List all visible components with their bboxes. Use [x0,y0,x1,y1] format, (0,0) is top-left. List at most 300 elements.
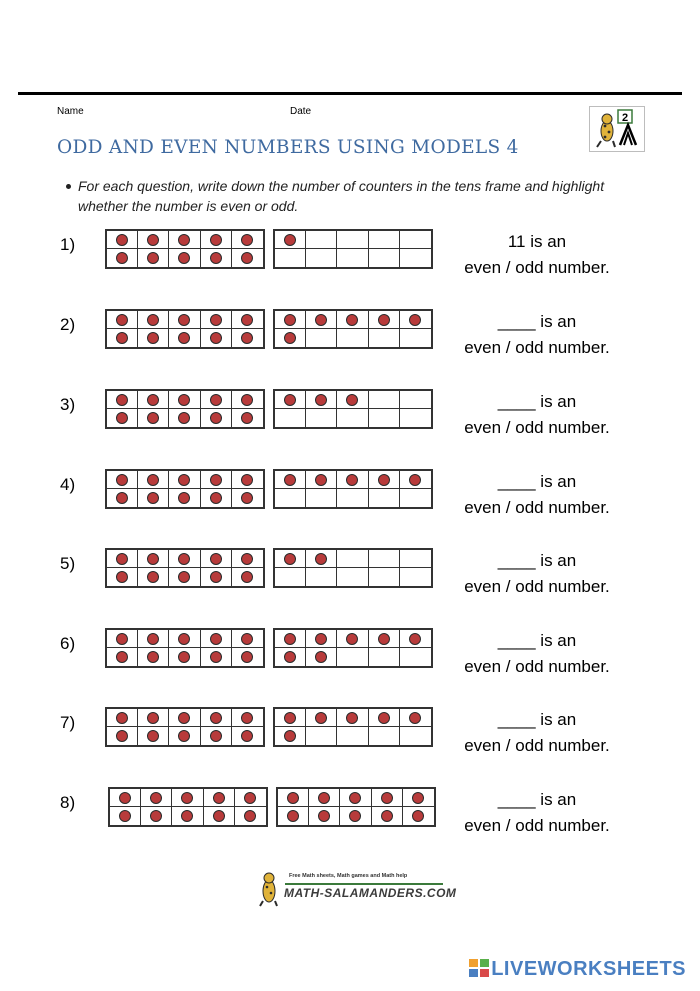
counter-dot [318,810,330,822]
tens-frame [105,628,265,668]
counter-dot [241,712,253,724]
counter-dot [116,730,128,742]
counter-dot [381,792,393,804]
counter-dot [119,792,131,804]
answer-line-1: ____ is an [497,312,577,331]
counter-dot [178,730,190,742]
frame-cell [275,489,306,507]
counter-dot [147,571,159,583]
frame-cell [309,807,340,825]
counter-dot [315,651,327,663]
counter-dot [147,314,159,326]
frame-cell [201,391,232,409]
question-number: 5) [60,554,76,573]
frame-cell [369,727,400,745]
answer-text[interactable] [442,628,632,680]
frame-cell [235,807,266,825]
frame-cell [400,648,431,666]
question-row [0,309,700,379]
counter-dot [284,234,296,246]
question-row [0,548,700,618]
frame-cell [372,789,403,807]
frame-cell [337,727,368,745]
counter-dot [284,314,296,326]
question-number: 3) [60,395,76,414]
frame-cell [201,727,232,745]
frame-cell [400,727,431,745]
frame-cell [306,471,337,489]
counter-dot [210,633,222,645]
frame-cell [306,648,337,666]
counter-dot [178,633,190,645]
counter-dot [178,394,190,406]
question-row [0,707,700,777]
answer-text[interactable] [442,469,632,521]
frame-cell [232,568,263,586]
counter-dot [318,792,330,804]
counter-dot [315,314,327,326]
counter-dot [378,314,390,326]
counter-dot [116,252,128,264]
frame-cell [107,630,138,648]
counter-dot [150,810,162,822]
frame-cell [138,489,169,507]
frame-cell [201,329,232,347]
counter-dot [116,332,128,344]
frame-cell [306,489,337,507]
answer-line-2: even / odd number. [464,736,610,755]
question-number: 8) [60,793,76,812]
tens-frame [273,309,433,349]
frame-cell [169,630,200,648]
frame-cell [172,789,203,807]
answer-text[interactable] [442,389,632,441]
frame-cell [232,391,263,409]
counter-dot [241,412,253,424]
counter-dot [210,571,222,583]
salamander-mascot-icon [590,107,644,151]
frame-cell [306,550,337,568]
counter-dot [181,810,193,822]
counter-dot [210,394,222,406]
question-row [0,389,700,459]
frame-cell [278,807,309,825]
answer-line-2: even / odd number. [464,338,610,357]
counter-dot [116,651,128,663]
counter-dot [147,252,159,264]
frame-cell [340,789,371,807]
page-title: ODD AND EVEN NUMBERS USING MODELS 4 [57,137,519,158]
frame-cell [141,807,172,825]
frame-cell [138,329,169,347]
frame-cell [232,409,263,427]
frame-cell [400,489,431,507]
answer-text[interactable] [442,548,632,600]
counter-dot [178,332,190,344]
frame-cell [369,409,400,427]
counter-dot [284,332,296,344]
tens-frame [273,548,433,588]
frame-cell [107,391,138,409]
counter-dot [346,474,358,486]
answer-line-1: 11 is an [507,232,567,251]
frame-cell [201,489,232,507]
counter-dot [315,474,327,486]
frame-cell [232,249,263,267]
question-row [0,229,700,299]
frame-cell [107,311,138,329]
counter-dot [284,553,296,565]
frame-cell [275,329,306,347]
counter-dot [287,792,299,804]
counter-dot [178,234,190,246]
liveworksheets-watermark [469,958,686,981]
frame-cell [337,489,368,507]
frame-cell [232,630,263,648]
frame-cell [138,630,169,648]
frame-cell [400,329,431,347]
counter-dot [178,553,190,565]
frame-cell [141,789,172,807]
counter-dot [210,712,222,724]
counter-dot [116,412,128,424]
frame-cell [138,648,169,666]
counter-dot [210,332,222,344]
counter-dot [210,252,222,264]
question-number: 6) [60,634,76,653]
question-row [0,787,700,857]
frame-cell [110,789,141,807]
frame-cell [306,231,337,249]
frame-cell [107,409,138,427]
counter-dot [210,474,222,486]
tens-frame [273,469,433,509]
counter-dot [178,712,190,724]
counter-dot [210,492,222,504]
counter-dot [150,792,162,804]
counter-dot [378,633,390,645]
counter-dot [210,234,222,246]
frame-cell [235,789,266,807]
counter-dot [284,633,296,645]
counter-dot [409,633,421,645]
frame-cell [201,568,232,586]
counter-dot [241,492,253,504]
frame-cell [275,249,306,267]
counter-dot [378,474,390,486]
frame-cell [232,329,263,347]
counter-dot [287,810,299,822]
answer-line-2: even / odd number. [464,258,610,277]
tens-frame [273,628,433,668]
question-number: 1) [60,235,76,254]
footer-tagline: Free Math sheets, Math games and Math help [289,873,408,879]
frame-cell [138,709,169,727]
counter-dot [147,412,159,424]
frame-cell [172,807,203,825]
answer-line-1: ____ is an [497,710,577,729]
frame-cell [107,329,138,347]
question-row [0,628,700,698]
frame-cell [337,648,368,666]
frame-cell [400,630,431,648]
frame-cell [337,709,368,727]
frame-cell [337,391,368,409]
counter-dot [116,633,128,645]
frame-cell [369,630,400,648]
frame-cell [169,249,200,267]
frame-cell [306,311,337,329]
counter-dot [210,314,222,326]
counter-dot [241,332,253,344]
answer-line-2: even / odd number. [464,657,610,676]
salamander-logo [589,106,645,152]
question-number: 4) [60,475,76,494]
answer-line-2: even / odd number. [464,577,610,596]
frame-cell [275,709,306,727]
counter-dot [210,553,222,565]
counter-dot [178,252,190,264]
frame-cell [110,807,141,825]
answer-text[interactable] [442,707,632,759]
counter-dot [346,712,358,724]
frame-cell [138,550,169,568]
frame-cell [278,789,309,807]
counter-dot [181,792,193,804]
counter-dot [381,810,393,822]
instructions [78,176,648,216]
counter-dot [178,314,190,326]
watermark-text: LIVEWORKSHEETS [491,958,686,980]
counter-dot [409,314,421,326]
counter-dot [315,712,327,724]
frame-cell [232,709,263,727]
logo-digit: 2 [621,112,629,124]
frame-cell [306,329,337,347]
counter-dot [241,730,253,742]
frame-cell [275,311,306,329]
counter-dot [241,234,253,246]
counter-dot [116,553,128,565]
counter-dot [284,712,296,724]
frame-cell [275,471,306,489]
frame-cell [369,391,400,409]
frame-cell [169,568,200,586]
tens-frame [276,787,436,827]
frame-cell [232,727,263,745]
counter-dot [284,394,296,406]
counter-dot [241,633,253,645]
answer-line-2: even / odd number. [464,418,610,437]
counter-dot [178,492,190,504]
frame-cell [201,630,232,648]
frame-cell [400,391,431,409]
frame-cell [169,231,200,249]
frame-cell [107,231,138,249]
counter-dot [412,810,424,822]
frame-cell [275,391,306,409]
frame-cell [369,550,400,568]
counter-dot [147,712,159,724]
counter-dot [244,810,256,822]
answer-text[interactable] [442,309,632,361]
frame-cell [400,471,431,489]
counter-dot [346,314,358,326]
counter-dot [284,474,296,486]
frame-cell [107,489,138,507]
question-number: 2) [60,315,76,334]
frame-cell [107,249,138,267]
frame-cell [275,630,306,648]
counter-dot [213,792,225,804]
frame-cell [275,727,306,745]
counter-dot [119,810,131,822]
counter-dot [284,651,296,663]
frame-cell [337,550,368,568]
frame-cell [138,727,169,745]
question-row [0,469,700,539]
counter-dot [210,730,222,742]
answer-line-2: even / odd number. [464,498,610,517]
frame-cell [201,231,232,249]
frame-cell [169,648,200,666]
frame-cell [232,231,263,249]
counter-dot [116,394,128,406]
frame-cell [306,727,337,745]
counter-dot [241,252,253,264]
frame-cell [169,489,200,507]
frame-cell [204,807,235,825]
top-rule [18,92,682,95]
answer-line-1: ____ is an [497,392,577,411]
frame-cell [138,249,169,267]
frame-cell [400,709,431,727]
tens-frame [105,469,265,509]
counter-dot [116,234,128,246]
bullet-icon [66,184,71,189]
tens-frame [108,787,268,827]
counter-dot [346,394,358,406]
frame-cell [306,709,337,727]
frame-cell [138,471,169,489]
frame-cell [403,807,434,825]
frame-cell [201,409,232,427]
counter-dot [349,792,361,804]
answer-line-2: even / odd number. [464,816,610,835]
frame-cell [169,391,200,409]
counter-dot [315,394,327,406]
frame-cell [169,471,200,489]
frame-cell [275,568,306,586]
counter-dot [241,571,253,583]
liveworksheets-logo-icon [469,959,489,977]
answer-line-1: ____ is an [497,790,577,809]
answer-text[interactable] [442,229,632,281]
frame-cell [232,648,263,666]
counter-dot [147,633,159,645]
counter-dot [409,712,421,724]
frame-cell [169,727,200,745]
counter-dot [116,571,128,583]
frame-cell [107,727,138,745]
tens-frame [273,389,433,429]
counter-dot [346,633,358,645]
tens-frame [105,309,265,349]
frame-cell [201,249,232,267]
question-number: 7) [60,713,76,732]
frame-cell [275,231,306,249]
frame-cell [107,648,138,666]
counter-dot [147,730,159,742]
counter-dot [178,474,190,486]
frame-cell [169,329,200,347]
counter-dot [210,412,222,424]
frame-cell [138,231,169,249]
frame-cell [337,630,368,648]
frame-cell [232,489,263,507]
answer-line-1: ____ is an [497,472,577,491]
frame-cell [232,311,263,329]
frame-cell [337,568,368,586]
frame-cell [400,231,431,249]
frame-cell [275,648,306,666]
frame-cell [400,311,431,329]
tens-frame [105,707,265,747]
frame-cell [400,409,431,427]
counter-dot [178,412,190,424]
frame-cell [337,231,368,249]
counter-dot [241,394,253,406]
answer-line-1: ____ is an [497,551,577,570]
date-label: Date [290,106,312,117]
counter-dot [147,651,159,663]
frame-cell [138,311,169,329]
frame-cell [337,329,368,347]
frame-cell [369,648,400,666]
counter-dot [116,314,128,326]
frame-cell [138,568,169,586]
name-label: Name [57,106,84,117]
frame-cell [337,471,368,489]
frame-cell [201,471,232,489]
counter-dot [241,314,253,326]
frame-cell [400,249,431,267]
frame-cell [369,709,400,727]
footer-site-name: MATH-SALAMANDERS.COM [284,886,457,900]
counter-dot [284,730,296,742]
frame-cell [369,311,400,329]
tens-frame [105,389,265,429]
frame-cell [107,709,138,727]
frame-cell [201,550,232,568]
frame-cell [400,550,431,568]
counter-dot [412,792,424,804]
counter-dot [116,474,128,486]
frame-cell [138,409,169,427]
frame-cell [107,568,138,586]
frame-cell [337,311,368,329]
frame-cell [201,648,232,666]
frame-cell [369,231,400,249]
frame-cell [309,789,340,807]
frame-cell [369,568,400,586]
frame-cell [372,807,403,825]
answer-text[interactable] [442,787,632,839]
answer-line-1: ____ is an [497,631,577,650]
tens-frame [105,229,265,269]
frame-cell [169,709,200,727]
counter-dot [178,651,190,663]
